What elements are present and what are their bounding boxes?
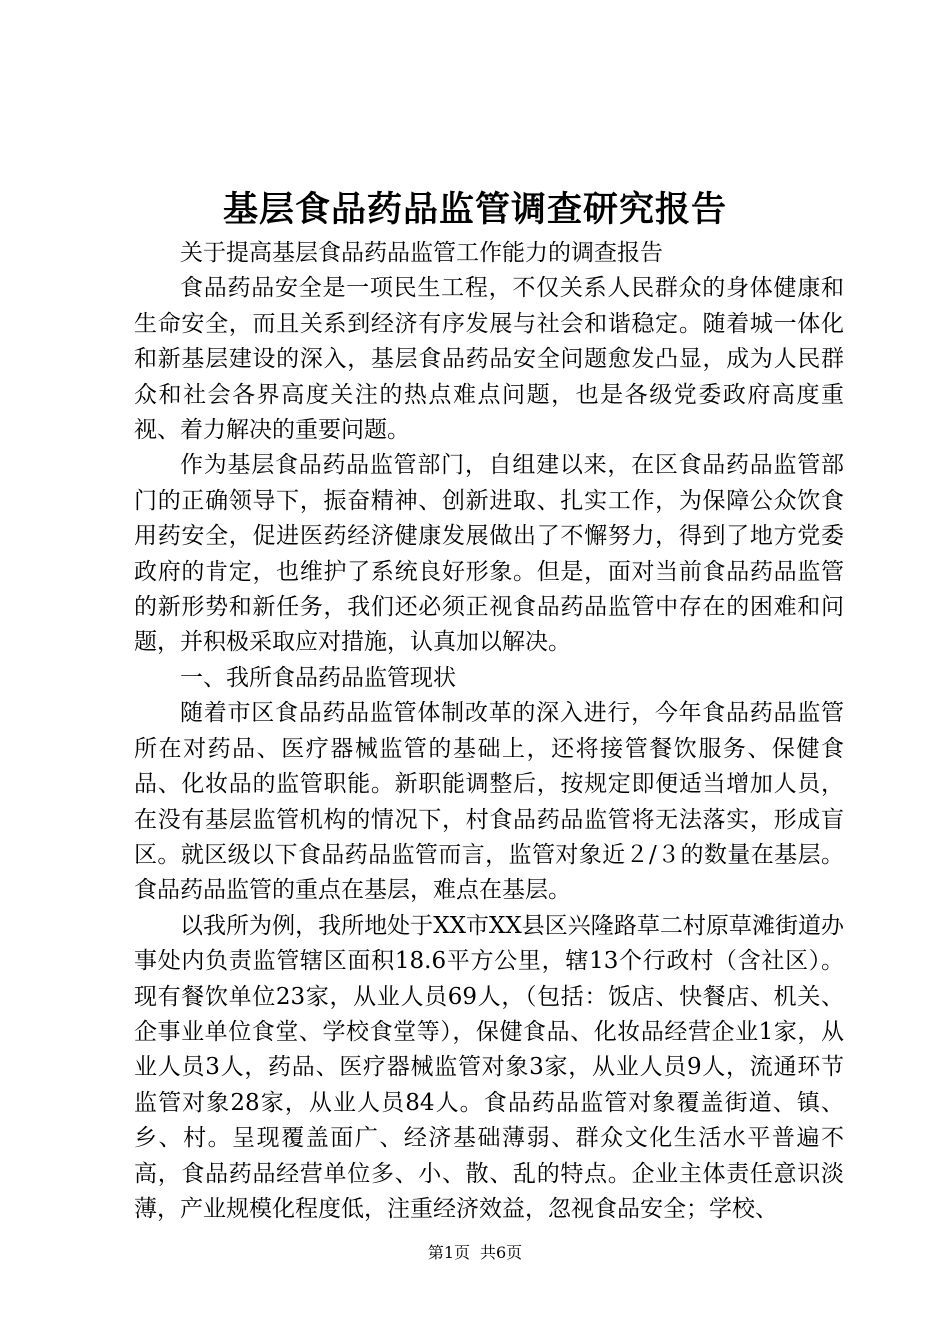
- page-number: 第1页: [427, 1243, 470, 1262]
- body-paragraph: 作为基层食品药品监管部门，自组建以来，在区食品药品监管部门的正确领导下，振奋精神、创新进取、扎实工作，为保障公众饮食用药安全，促进医药经济健康发展做出了不懈努力，得到了地方党委政府的肯定，也维护了系统良好形象。但是，面对当前食品药品监管的新形势和新任务，我们还必须正视食品药品监管中存在的困难和问题，并积极采取应对措施，认真加以解决。: [134, 452, 844, 656]
- page-total: 共6页: [480, 1243, 523, 1262]
- body-paragraph: 随着市区食品药品监管体制改革的深入进行，今年食品药品监管所在对药品、医疗器械监管的基础上，还将接管餐饮服务、保健食品、化妆品的监管职能。新职能调整后，按规定即便适当增加人员，在没有基层监管机构的情况下，村食品药品监管将无法落实，形成盲区。就区级以下食品药品监管而言，监管对象近２/３的数量在基层。食品药品监管的重点在基层，难点在基层。: [134, 700, 844, 904]
- document-subtitle: 关于提高基层食品药品监管工作能力的调查报告: [180, 240, 663, 266]
- document-body: [134, 236, 844, 1227]
- body-paragraph: 以我所为例，我所地处于XX市XX县区兴隆路草二村原草滩街道办事处内负责监管辖区面积18.6平方公里，辖13个行政村（含社区）。现有餐饮单位23家，从业人员69人，（包括：饭店、快餐店、机关、企事业单位食堂、学校食堂等），保健食品、化妆品经营企业1家，从业人员3人，药品、医疗器械监管对象3家，从业人员9人，流通环节监管对象28家，从业人员84人。食品药品监管对象覆盖街道、镇、乡、村。呈现覆盖面广、经济基础薄弱、群众文化生活水平普遍不高，食品药品经营单位多、小、散、乱的特点。企业主体责任意识淡薄，产业规模化程度低，注重经济效益，忽视食品安全；学校、: [134, 912, 844, 1222]
- page-footer: [0, 1242, 950, 1264]
- document-title: 基层食品药品监管调查研究报告: [222, 189, 727, 230]
- body-paragraph: 食品药品安全是一项民生工程，不仅关系人民群众的身体健康和生命安全，而且关系到经济有序发展与社会和谐稳定。随着城一体化和新基层建设的深入，基层食品药品安全问题愈发凸显，成为人民群众和社会各界高度关注的热点难点问题，也是各级党委政府高度重视、着力解决的重要问题。: [134, 275, 844, 444]
- section-heading: 一、我所食品药品监管现状: [180, 664, 456, 691]
